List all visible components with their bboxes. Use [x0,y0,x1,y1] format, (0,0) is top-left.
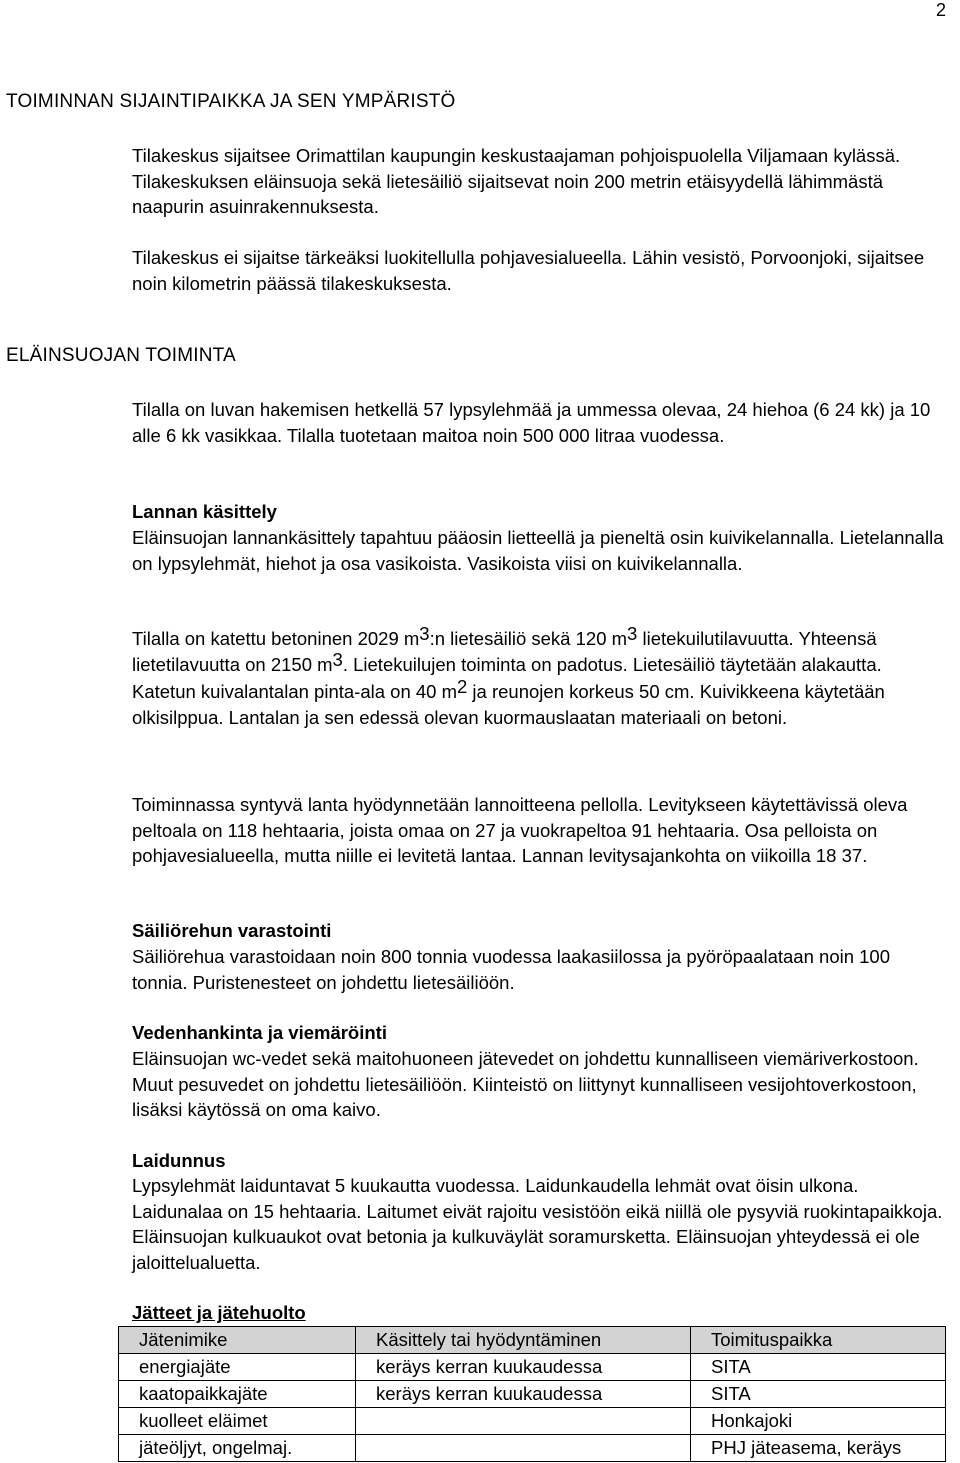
page-number: 2 [935,0,946,20]
table-cell: SITA [691,1381,946,1408]
location-paragraph-2: Tilakeskus ei sijaitse tärkeäksi luokitellulla pohjavesialueella. Lähin vesistö, Porvoonjoki, sijaitsee noin kilometrin päässä tilakeskuksesta. [132,247,925,294]
table-row [119,1381,946,1408]
table-row [119,1408,946,1435]
storage-text-1: Tilalla on katettu betoninen 2029 m [132,628,420,649]
table-row [119,1354,946,1381]
manure-utilization-paragraph: Toiminnassa syntyvä lanta hyödynnetään lannoitteena pellolla. Levitykseen käytettävissä oleva peltoala on 118 hehtaaria, joista omaa on 27 ja vuokrapeltoa 91 hehtaaria. Osa pelloista on pohjavesialueella, mutta niille ei levitetä lantaa. Lannan levitysajankohta on viikoilla 18 37. [132,794,908,867]
storage-text-2: :n lietesäiliö sekä 120 m [429,628,628,649]
table-cell: PHJ jäteasema, keräys [691,1435,946,1462]
storage-text-3: lietekuilutilavuutta. Yhteensä lietetilavuutta on 2150 m [132,628,877,676]
table-cell: Honkajoki [691,1408,946,1435]
grazing-title: Laidunnus [132,1150,226,1171]
section-heading-operations: ELÄINSUOJAN TOIMINTA [6,345,236,366]
silage-storage-text: Säiliörehua varastoidaan noin 800 tonnia vuodessa laakasiilossa ja pyöröpaalataan noin 100 tonnia. Puristenesteet on johdettu lietesäiliöön. [132,946,891,993]
table-cell: keräys kerran kuukaudessa [356,1381,691,1408]
table-cell: SITA [691,1354,946,1381]
table-row [119,1435,946,1462]
unit-superscript: 3 [627,623,638,644]
header-cell-delivery-place: Toimituspaikka [691,1327,946,1354]
table-cell: kaatopaikkajäte [119,1381,356,1408]
unit-superscript: 3 [419,623,430,644]
waste-table [118,1326,946,1462]
section-heading-location: TOIMINNAN SIJAINTIPAIKKA JA SEN YMPÄRISTÖ [6,91,456,112]
manure-storage-paragraph [132,623,948,732]
livestock-paragraph: Tilalla on luvan hakemisen hetkellä 57 lypsylehmää ja ummessa olevaa, 24 hiehoa (6 24 kk) ja 10 alle 6 kk vasikkaa. Tilalla tuotetaan maitoa noin 500 000 litraa vuodessa. [132,399,931,446]
location-paragraph-1: Tilakeskus sijaitsee Orimattilan kaupungin keskustaajaman pohjoispuolella Viljamaan kylässä. Tilakeskuksen eläinsuoja sekä lietesäiliö sijaitsevat noin 200 metrin etäisyydellä lähimmästä naapurin asuinrakennuksesta. [132,145,901,218]
water-sewage-title: Vedenhankinta ja viemäröinti [132,1022,387,1043]
table-cell: energiajäte [119,1354,356,1381]
silage-storage-title: Säiliörehun varastointi [132,920,332,941]
table-cell: keräys kerran kuukaudessa [356,1354,691,1381]
table-cell [356,1435,691,1462]
waste-management-title: Jätteet ja jätehuolto [132,1302,306,1323]
unit-superscript: 2 [457,675,468,697]
table-cell: kuolleet eläimet [119,1408,356,1435]
header-cell-waste-type: Jätenimike [119,1327,356,1354]
header-cell-handling: Käsittely tai hyödyntäminen [356,1327,691,1354]
grazing-text: Lypsylehmät laiduntavat 5 kuukautta vuodessa. Laidunkaudella lehmät ovat öisin ulkona. Laidunalaa on 15 hehtaaria. Laitumet eivät rajoitu vesistöön eikä niillä ole pysyviä ruokintapaikkoja. Eläinsuojan kulkuaukot ovat betonia ja kulkuväylät soramursketta. Eläinsuojan yhteydessä ei ole jaloittelualuetta. [132,1175,943,1273]
manure-handling-title: Lannan käsittely [132,501,277,522]
table-cell [356,1408,691,1435]
table-cell: jäteöljyt, ongelmaj. [119,1435,356,1462]
table-header-row [119,1327,946,1354]
water-sewage-text: Eläinsuojan wc-vedet sekä maitohuoneen jätevedet on johdettu kunnalliseen viemäriverkostoon. Muut pesuvedet on johdettu lietesäiliöön. Kiinteistö on liittynyt kunnalliseen vesijohtoverkostoon, lisäksi käytössä on oma kaivo. [132,1048,919,1121]
manure-handling-text: Eläinsuojan lannankäsittely tapahtuu pääosin lietteellä ja pieneltä osin kuivikelannalla. Lietelannalla on lypsylehmät, hiehot ja osa vasikoista. Vasikoista viisi on kuivikelannalla. [132,527,944,574]
unit-superscript: 3 [332,649,343,671]
storage-text-4: . Lietekuilujen toiminta on padotus. Lietesäiliö täytetään alakautta. Katetun kuivalantalan pinta-ala on 40 m [132,654,882,702]
storage-text-5: ja reunojen korkeus 50 cm. Kuivikkeena käytetään olkisilppua. Lantalan ja sen edessä olevan kuormauslaatan materiaali on betoni. [132,680,885,729]
